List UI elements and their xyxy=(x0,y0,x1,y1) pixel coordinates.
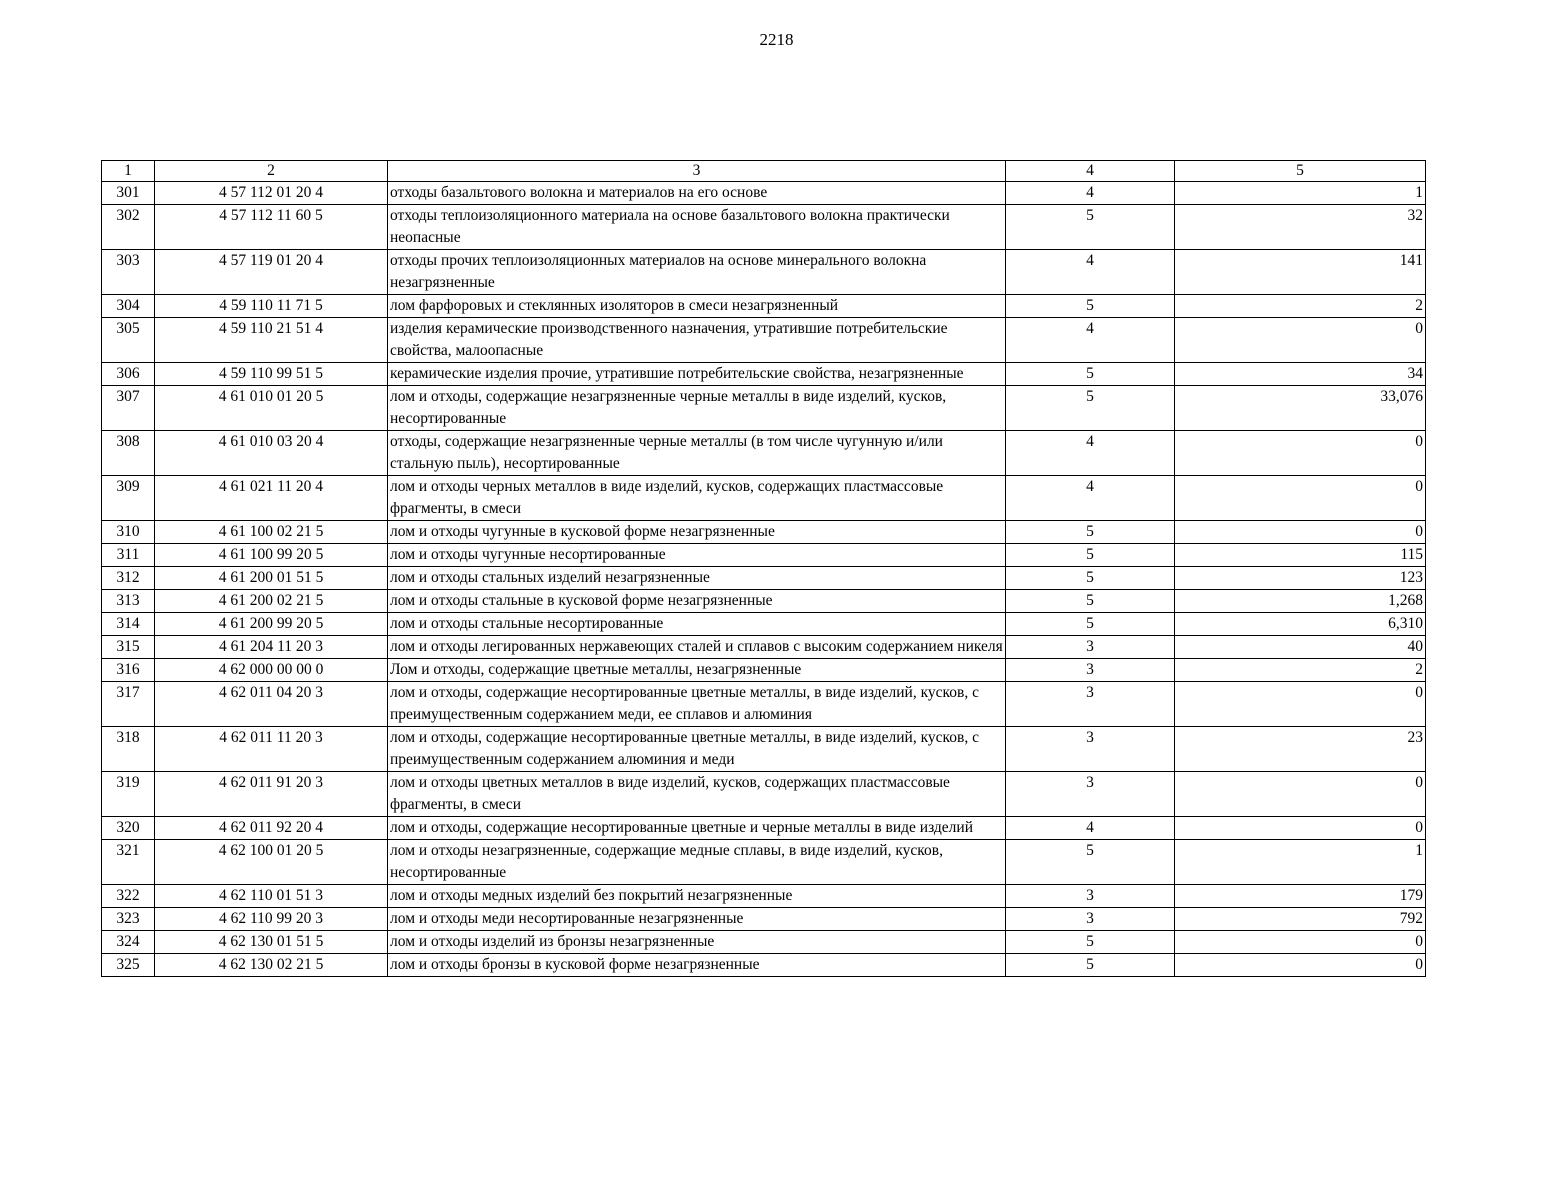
waste-code: 4 61 100 99 20 5 xyxy=(155,544,388,567)
table-row xyxy=(102,590,1426,613)
waste-code: 4 62 011 04 20 3 xyxy=(155,682,388,727)
row-number: 323 xyxy=(102,908,155,931)
hazard-class: 5 xyxy=(1006,931,1175,954)
hazard-class: 4 xyxy=(1006,318,1175,363)
column-header: 2 xyxy=(155,161,388,182)
waste-description: отходы прочих теплоизоляционных материалов на основе минерального волокна незагрязненные xyxy=(388,250,1006,295)
table-row xyxy=(102,431,1426,476)
table-row xyxy=(102,205,1426,250)
waste-amount: 179 xyxy=(1175,885,1426,908)
waste-amount: 6,310 xyxy=(1175,613,1426,636)
waste-code: 4 61 010 01 20 5 xyxy=(155,386,388,431)
waste-amount: 40 xyxy=(1175,636,1426,659)
row-number: 321 xyxy=(102,840,155,885)
row-number: 303 xyxy=(102,250,155,295)
hazard-class: 3 xyxy=(1006,885,1175,908)
row-number: 325 xyxy=(102,954,155,977)
waste-description: лом и отходы легированных нержавеющих сталей и сплавов с высоким содержанием никеля xyxy=(388,636,1006,659)
row-number: 320 xyxy=(102,817,155,840)
waste-description: лом и отходы, содержащие несортированные цветные металлы, в виде изделий, кусков, с преимущественным содержанием алюминия и меди xyxy=(388,727,1006,772)
waste-description: лом и отходы, содержащие несортированные цветные и черные металлы в виде изделий xyxy=(388,817,1006,840)
hazard-class: 3 xyxy=(1006,682,1175,727)
hazard-class: 5 xyxy=(1006,954,1175,977)
waste-description: лом и отходы стальные несортированные xyxy=(388,613,1006,636)
table-row xyxy=(102,250,1426,295)
waste-code: 4 62 100 01 20 5 xyxy=(155,840,388,885)
waste-code: 4 59 110 99 51 5 xyxy=(155,363,388,386)
waste-code: 4 59 110 11 71 5 xyxy=(155,295,388,318)
row-number: 306 xyxy=(102,363,155,386)
waste-code: 4 61 204 11 20 3 xyxy=(155,636,388,659)
table-row xyxy=(102,476,1426,521)
waste-amount: 0 xyxy=(1175,954,1426,977)
waste-description: отходы, содержащие незагрязненные черные металлы (в том числе чугунную и/или стальную пыль), несортированные xyxy=(388,431,1006,476)
waste-table xyxy=(101,160,1426,977)
waste-amount: 141 xyxy=(1175,250,1426,295)
table-row xyxy=(102,521,1426,544)
row-number: 308 xyxy=(102,431,155,476)
waste-amount: 0 xyxy=(1175,772,1426,817)
waste-amount: 115 xyxy=(1175,544,1426,567)
waste-amount: 32 xyxy=(1175,205,1426,250)
waste-description: лом и отходы медных изделий без покрытий незагрязненные xyxy=(388,885,1006,908)
row-number: 313 xyxy=(102,590,155,613)
waste-amount: 0 xyxy=(1175,476,1426,521)
waste-description: отходы базальтового волокна и материалов на его основе xyxy=(388,182,1006,205)
hazard-class: 5 xyxy=(1006,521,1175,544)
waste-amount: 0 xyxy=(1175,931,1426,954)
waste-description: изделия керамические производственного назначения, утратившие потребительские свойства, малоопасные xyxy=(388,318,1006,363)
table-row xyxy=(102,908,1426,931)
row-number: 316 xyxy=(102,659,155,682)
hazard-class: 4 xyxy=(1006,476,1175,521)
table-row xyxy=(102,318,1426,363)
table-row xyxy=(102,636,1426,659)
waste-code: 4 62 130 02 21 5 xyxy=(155,954,388,977)
waste-code: 4 62 011 11 20 3 xyxy=(155,727,388,772)
page-number: 2218 xyxy=(759,30,794,49)
waste-description: лом и отходы стальные в кусковой форме незагрязненные xyxy=(388,590,1006,613)
waste-amount: 0 xyxy=(1175,521,1426,544)
waste-description: лом и отходы цветных металлов в виде изделий, кусков, содержащих пластмассовые фрагменты, в смеси xyxy=(388,772,1006,817)
table-row xyxy=(102,931,1426,954)
table-row xyxy=(102,817,1426,840)
waste-code: 4 62 110 01 51 3 xyxy=(155,885,388,908)
row-number: 324 xyxy=(102,931,155,954)
hazard-class: 4 xyxy=(1006,250,1175,295)
waste-description: лом и отходы изделий из бронзы незагрязненные xyxy=(388,931,1006,954)
waste-amount: 123 xyxy=(1175,567,1426,590)
row-number: 317 xyxy=(102,682,155,727)
hazard-class: 4 xyxy=(1006,431,1175,476)
waste-code: 4 61 010 03 20 4 xyxy=(155,431,388,476)
row-number: 318 xyxy=(102,727,155,772)
row-number: 307 xyxy=(102,386,155,431)
row-number: 319 xyxy=(102,772,155,817)
row-number: 311 xyxy=(102,544,155,567)
table-row xyxy=(102,659,1426,682)
waste-amount: 0 xyxy=(1175,318,1426,363)
waste-amount: 2 xyxy=(1175,295,1426,318)
row-number: 310 xyxy=(102,521,155,544)
waste-code: 4 57 112 11 60 5 xyxy=(155,205,388,250)
hazard-class: 3 xyxy=(1006,908,1175,931)
column-header: 4 xyxy=(1006,161,1175,182)
waste-description: лом и отходы, содержащие незагрязненные черные металлы в виде изделий, кусков, несортированные xyxy=(388,386,1006,431)
waste-description: лом и отходы чугунные в кусковой форме незагрязненные xyxy=(388,521,1006,544)
waste-code: 4 62 011 92 20 4 xyxy=(155,817,388,840)
waste-amount: 1,268 xyxy=(1175,590,1426,613)
waste-amount: 2 xyxy=(1175,659,1426,682)
waste-code: 4 62 110 99 20 3 xyxy=(155,908,388,931)
table-row xyxy=(102,727,1426,772)
waste-code: 4 62 011 91 20 3 xyxy=(155,772,388,817)
column-header: 1 xyxy=(102,161,155,182)
waste-description: Лом и отходы, содержащие цветные металлы, незагрязненные xyxy=(388,659,1006,682)
waste-amount: 1 xyxy=(1175,182,1426,205)
row-number: 322 xyxy=(102,885,155,908)
hazard-class: 3 xyxy=(1006,659,1175,682)
table-row xyxy=(102,363,1426,386)
hazard-class: 5 xyxy=(1006,295,1175,318)
hazard-class: 5 xyxy=(1006,840,1175,885)
waste-description: лом и отходы, содержащие несортированные цветные металлы, в виде изделий, кусков, с преимущественным содержанием меди, ее сплавов и алюминия xyxy=(388,682,1006,727)
waste-amount: 792 xyxy=(1175,908,1426,931)
waste-code: 4 59 110 21 51 4 xyxy=(155,318,388,363)
hazard-class: 3 xyxy=(1006,636,1175,659)
column-header: 5 xyxy=(1175,161,1426,182)
waste-amount: 33,076 xyxy=(1175,386,1426,431)
row-number: 301 xyxy=(102,182,155,205)
row-number: 312 xyxy=(102,567,155,590)
row-number: 315 xyxy=(102,636,155,659)
waste-code: 4 62 130 01 51 5 xyxy=(155,931,388,954)
waste-description: лом и отходы меди несортированные незагрязненные xyxy=(388,908,1006,931)
table-row xyxy=(102,544,1426,567)
row-number: 305 xyxy=(102,318,155,363)
hazard-class: 5 xyxy=(1006,590,1175,613)
hazard-class: 5 xyxy=(1006,544,1175,567)
waste-code: 4 61 100 02 21 5 xyxy=(155,521,388,544)
header-row xyxy=(102,161,1426,182)
hazard-class: 4 xyxy=(1006,817,1175,840)
waste-amount: 1 xyxy=(1175,840,1426,885)
waste-description: отходы теплоизоляционного материала на основе базальтового волокна практически неопасные xyxy=(388,205,1006,250)
waste-code: 4 61 021 11 20 4 xyxy=(155,476,388,521)
table-row xyxy=(102,840,1426,885)
row-number: 309 xyxy=(102,476,155,521)
waste-amount: 34 xyxy=(1175,363,1426,386)
table-row xyxy=(102,295,1426,318)
waste-description: лом фарфоровых и стеклянных изоляторов в смеси незагрязненный xyxy=(388,295,1006,318)
waste-code: 4 57 119 01 20 4 xyxy=(155,250,388,295)
waste-code: 4 61 200 99 20 5 xyxy=(155,613,388,636)
table-row xyxy=(102,682,1426,727)
waste-code: 4 61 200 01 51 5 xyxy=(155,567,388,590)
waste-description: лом и отходы черных металлов в виде изделий, кусков, содержащих пластмассовые фрагменты, в смеси xyxy=(388,476,1006,521)
hazard-class: 4 xyxy=(1006,182,1175,205)
table-body xyxy=(102,182,1426,977)
waste-code: 4 62 000 00 00 0 xyxy=(155,659,388,682)
table-row xyxy=(102,182,1426,205)
table-row xyxy=(102,613,1426,636)
waste-description: керамические изделия прочие, утратившие потребительские свойства, незагрязненные xyxy=(388,363,1006,386)
row-number: 314 xyxy=(102,613,155,636)
hazard-class: 3 xyxy=(1006,772,1175,817)
hazard-class: 5 xyxy=(1006,205,1175,250)
table-row xyxy=(102,954,1426,977)
waste-description: лом и отходы бронзы в кусковой форме незагрязненные xyxy=(388,954,1006,977)
row-number: 304 xyxy=(102,295,155,318)
waste-amount: 0 xyxy=(1175,431,1426,476)
waste-amount: 0 xyxy=(1175,682,1426,727)
waste-code: 4 57 112 01 20 4 xyxy=(155,182,388,205)
waste-description: лом и отходы чугунные несортированные xyxy=(388,544,1006,567)
hazard-class: 5 xyxy=(1006,613,1175,636)
waste-amount: 23 xyxy=(1175,727,1426,772)
hazard-class: 3 xyxy=(1006,727,1175,772)
row-number: 302 xyxy=(102,205,155,250)
waste-amount: 0 xyxy=(1175,817,1426,840)
table-row xyxy=(102,885,1426,908)
table-row xyxy=(102,386,1426,431)
hazard-class: 5 xyxy=(1006,363,1175,386)
table-row xyxy=(102,772,1426,817)
hazard-class: 5 xyxy=(1006,567,1175,590)
waste-description: лом и отходы стальных изделий незагрязненные xyxy=(388,567,1006,590)
column-header: 3 xyxy=(388,161,1006,182)
waste-description: лом и отходы незагрязненные, содержащие медные сплавы, в виде изделий, кусков, несортированные xyxy=(388,840,1006,885)
waste-code: 4 61 200 02 21 5 xyxy=(155,590,388,613)
hazard-class: 5 xyxy=(1006,386,1175,431)
table-row xyxy=(102,567,1426,590)
